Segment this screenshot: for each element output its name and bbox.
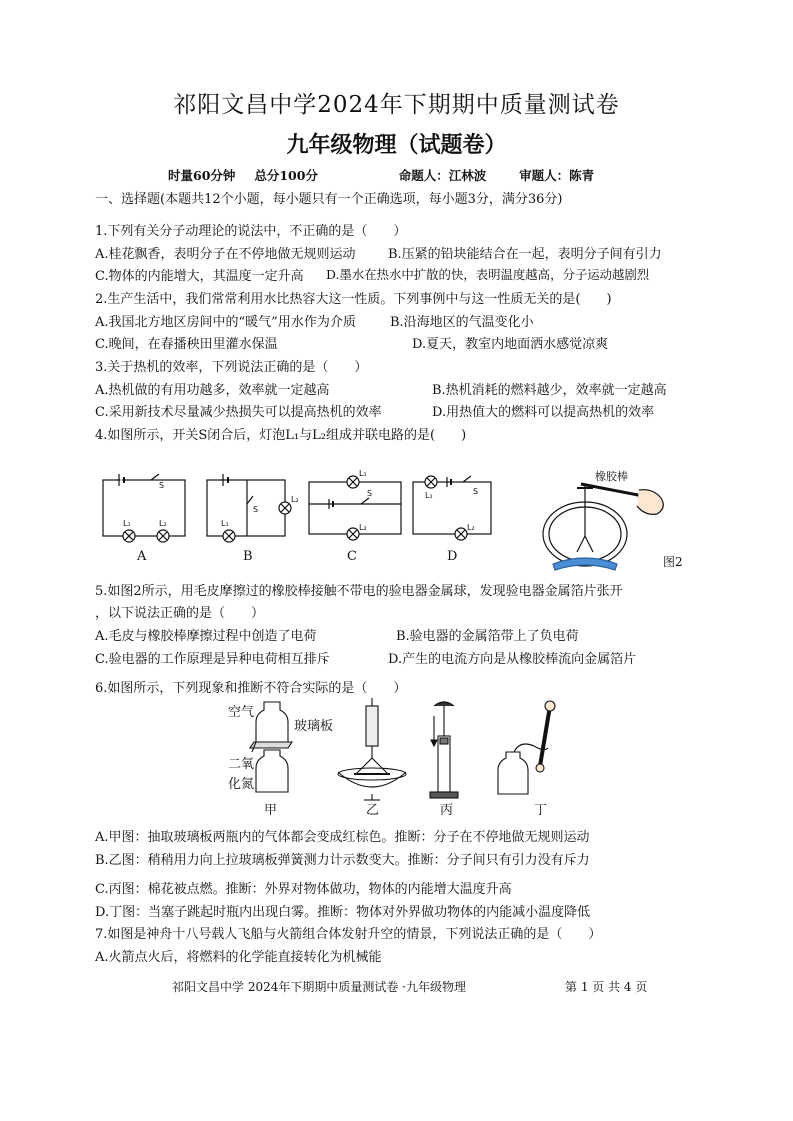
label-b-l2: L₂ xyxy=(291,495,299,504)
q2-option-c: C.晚间，在春播秧田里灌水保温 xyxy=(95,337,278,352)
q5-option-c: C.验电器的工作原理是异种电荷相互排斥 xyxy=(95,652,330,667)
exam-subtitle: 九年级物理（试题卷） xyxy=(286,132,507,158)
exam-time: 时量60分钟 xyxy=(168,168,236,183)
two-bottle-diffusion xyxy=(250,702,292,792)
q5-option-b: B.验电器的金属箔带上了负电荷 xyxy=(396,629,579,644)
fig-ding-label: 丁 xyxy=(534,803,548,818)
label-b-s: S xyxy=(253,505,259,514)
label-b-l1: L₁ xyxy=(221,519,229,528)
circuit-label-a: A xyxy=(137,549,147,564)
label-a-l1: L₁ xyxy=(123,519,131,528)
q5-option-a: A.毛皮与橡胶棒摩擦过程中创造了电荷 xyxy=(95,629,317,644)
q1-option-b: B.压紧的铅块能结合在一起，表明分子间有引力 xyxy=(388,247,662,262)
circuit-c xyxy=(309,476,401,540)
q3-option-d: D.用热值大的燃料可以提高热机的效率 xyxy=(432,405,655,420)
q1-option-a: A.桂花飘香，表明分子在不停地做无规则运动 xyxy=(95,247,356,262)
q1-option-c: C.物体的内能增大，其温度一定升高 xyxy=(95,269,304,284)
q3-option-c: C.采用新技术尽量减少热损失可以提高热机的效率 xyxy=(95,405,382,420)
label-a-s: S xyxy=(159,481,165,490)
q3-option-b: B.热机消耗的燃料越少，效率就一定越高 xyxy=(432,383,667,398)
bottle-with-pump xyxy=(498,701,555,794)
q6-stem: 6.如图所示，下列现象和推断不符合实际的是（ ） xyxy=(95,681,407,696)
air-label: 空气 xyxy=(228,705,255,720)
spring-scale-plate xyxy=(338,698,406,800)
label-c-l1: L₁ xyxy=(359,469,367,478)
circuit-label-b: B xyxy=(243,549,253,564)
q1-stem: 1.下列有关分子动理论的说法中，不正确的是（ ） xyxy=(95,224,407,239)
no2-label-1: 二氧 xyxy=(228,757,255,772)
q6-option-c: C.丙图：棉花被点燃。推断：外界对物体做功，物体的内能增大温度升高 xyxy=(95,882,512,897)
rubber-rod-label: 橡胶棒 xyxy=(595,470,628,483)
q5-stem-line1: 5.如图2所示，用毛皮摩擦过的橡胶棒接触不带电的验电器金属球，发现验电器金属箔片张开 xyxy=(95,584,623,599)
fig-yi-label: 乙 xyxy=(366,803,380,818)
footer-title: 祁阳文昌中学 2024年下期期中质量测试卷 ·九年级物理 xyxy=(172,980,466,994)
q2-option-d: D.夏天，教室内地面洒水感觉凉爽 xyxy=(412,337,609,352)
q2-stem: 2.生产生活中，我们常常利用水比热容大这一性质。下列事例中与这一性质无关的是( ) xyxy=(95,292,612,307)
section-heading: 一、选择题(本题共12个小题，每小题只有一个正确选项，每小题3分，满分36分) xyxy=(95,192,563,207)
circuit-label-c: C xyxy=(347,549,357,564)
label-a-l2: L₂ xyxy=(159,519,167,528)
q1-option-d: D.墨水在热水中扩散的快，表明温度越高，分子运动越剧烈 xyxy=(326,267,650,282)
fig2-label: 图2 xyxy=(663,555,683,569)
q5-stem-line2: ，以下说法正确的是（ ） xyxy=(95,606,265,621)
circuit-figures xyxy=(95,460,695,572)
label-d-l1: L₁ xyxy=(425,491,433,500)
exam-author: 命题人：江林波 xyxy=(398,168,487,183)
fig-jia-label: 甲 xyxy=(264,803,278,818)
label-d-l2: L₂ xyxy=(467,523,475,532)
q4-stem: 4.如图所示，开关S闭合后，灯泡L₁与L₂组成并联电路的是( ) xyxy=(95,428,467,443)
exam-title: 祁阳文昌中学2024年下期期中质量测试卷 xyxy=(173,92,620,118)
q3-option-a: A.热机做的有用功越多，效率就一定越高 xyxy=(95,383,330,398)
q2-option-b: B.沿海地区的气温变化小 xyxy=(390,315,534,330)
q6-option-d: D.丁图：当塞子跳起时瓶内出现白雾。推断：物体对外界做功物体的内能减小温度降低 xyxy=(95,905,591,920)
circuit-b xyxy=(207,474,291,542)
label-c-l2: L₂ xyxy=(359,523,367,532)
exam-score: 总分100分 xyxy=(254,168,318,183)
experiment-figures xyxy=(224,696,584,818)
fig-bing-label: 丙 xyxy=(440,803,454,818)
electroscope-figure xyxy=(543,484,663,570)
exam-meta xyxy=(168,166,594,184)
glass-plate-label: 玻璃板 xyxy=(294,719,334,734)
q7-stem: 7.如图是神舟十八号载人飞船与火箭组合体发射升空的情景，下列说法正确的是（ ） xyxy=(95,927,602,942)
footer-page-number: 第 1 页 共 4 页 xyxy=(565,980,648,994)
label-d-s: S xyxy=(473,487,479,496)
air-compression-tube xyxy=(430,702,458,798)
q7-option-a: A.火箭点火后，将燃料的化学能直接转化为机械能 xyxy=(95,950,382,965)
q2-option-a: A.我国北方地区房间中的“暖气”用水作为介质 xyxy=(95,315,356,330)
q3-stem: 3.关于热机的效率，下列说法正确的是（ ） xyxy=(95,360,368,375)
q5-option-d: D.产生的电流方向是从橡胶棒流向金属箔片 xyxy=(388,652,637,667)
circuit-label-d: D xyxy=(447,549,458,564)
label-c-s: S xyxy=(367,489,373,498)
exam-reviewer: 审题人：陈青 xyxy=(519,168,595,183)
circuit-d xyxy=(413,476,491,540)
circuit-a xyxy=(103,474,185,542)
q6-option-a: A.甲图：抽取玻璃板两瓶内的气体都会变成红棕色。推断：分子在不停地做无规则运动 xyxy=(95,830,590,845)
q6-option-b: B.乙图：稍稍用力向上拉玻璃板弹簧测力计示数变大。推断：分子间只有引力没有斥力 xyxy=(95,853,590,868)
no2-label-2: 化氮 xyxy=(228,777,255,792)
